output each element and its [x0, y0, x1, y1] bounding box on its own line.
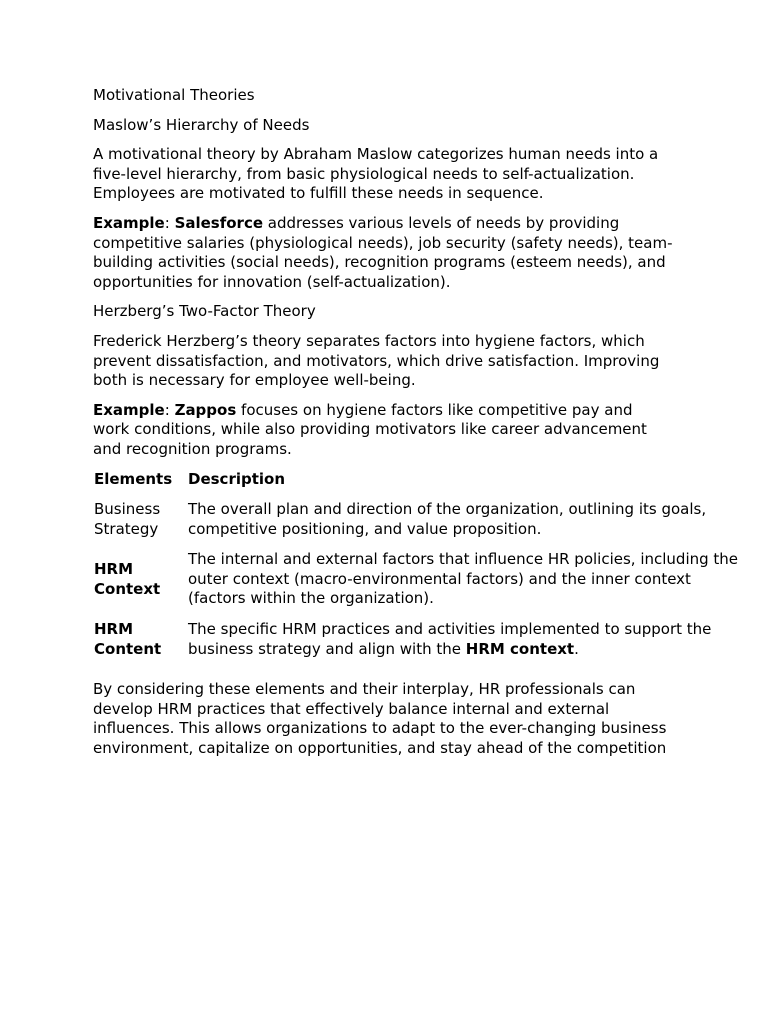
table-row — [93, 620, 743, 670]
table-cell-element: Business Strategy — [94, 500, 161, 538]
maslow-example — [93, 214, 673, 292]
description-end: . — [574, 639, 579, 658]
description-bold-text: HRM context — [465, 639, 575, 658]
example-label: Example — [93, 213, 165, 232]
document-page — [93, 86, 743, 769]
example-separator: : — [164, 400, 175, 419]
table-header-description: Description — [188, 469, 286, 488]
example-company: Salesforce — [174, 213, 264, 232]
description-text: The specific HRM practices and activities implemented to support the business strategy and align with the — [188, 620, 712, 658]
table-cell-description — [188, 620, 743, 670]
herzberg-body: Frederick Herzberg’s theory separates factors into hygiene factors, which prevent dissatisfaction, and motivators, which drive satisfaction. Improving both is necessary for employee well-being. — [93, 331, 660, 390]
elements-table — [93, 470, 743, 671]
table-row — [93, 500, 743, 550]
table-cell-description: The overall plan and direction of the organization, outlining its goals, competitive positioning, and value proposition. — [188, 500, 707, 538]
table-header-elements: Elements — [94, 469, 173, 488]
herzberg-example — [93, 401, 673, 460]
example-company: Zappos — [174, 400, 237, 419]
table-cell-description: The internal and external factors that influence HR policies, including the outer context (macro-environmental factors) and the inner context (factors within the organization). — [188, 550, 739, 608]
example-text: focuses on hygiene factors like competitive pay and work conditions, while also providing motivators like career advancement and recognition programs. — [93, 400, 647, 458]
example-label: Example — [93, 400, 165, 419]
table-cell-element: HRM Context — [94, 560, 161, 598]
conclusion-paragraph: By considering these elements and their interplay, HR professionals can develop HRM practices that effectively balance internal and external influences. This allows organizations to adapt to the ever-changing business environment, capitalize on opportunities, and stay ahead of the competition — [93, 680, 667, 758]
table-row — [93, 550, 743, 620]
maslow-heading: Maslow’s Hierarchy of Needs — [93, 115, 310, 134]
herzberg-heading: Herzberg’s Two-Factor Theory — [93, 302, 316, 321]
table-cell-element: HRM Content — [94, 620, 162, 658]
example-text: addresses various levels of needs by providing competitive salaries (physiological needs), job security (safety needs), team-building activities (social needs), recognition programs (esteem needs), and opportunities for innovation (self-actualization). — [93, 213, 673, 291]
table-header-row — [93, 470, 743, 501]
example-separator: : — [164, 213, 175, 232]
maslow-body: A motivational theory by Abraham Maslow categorizes human needs into a five-level hierarchy, from basic physiological needs to self-actualization. Employees are motivated to fulfill these needs in sequence. — [93, 145, 659, 203]
document-title: Motivational Theories — [93, 86, 255, 104]
